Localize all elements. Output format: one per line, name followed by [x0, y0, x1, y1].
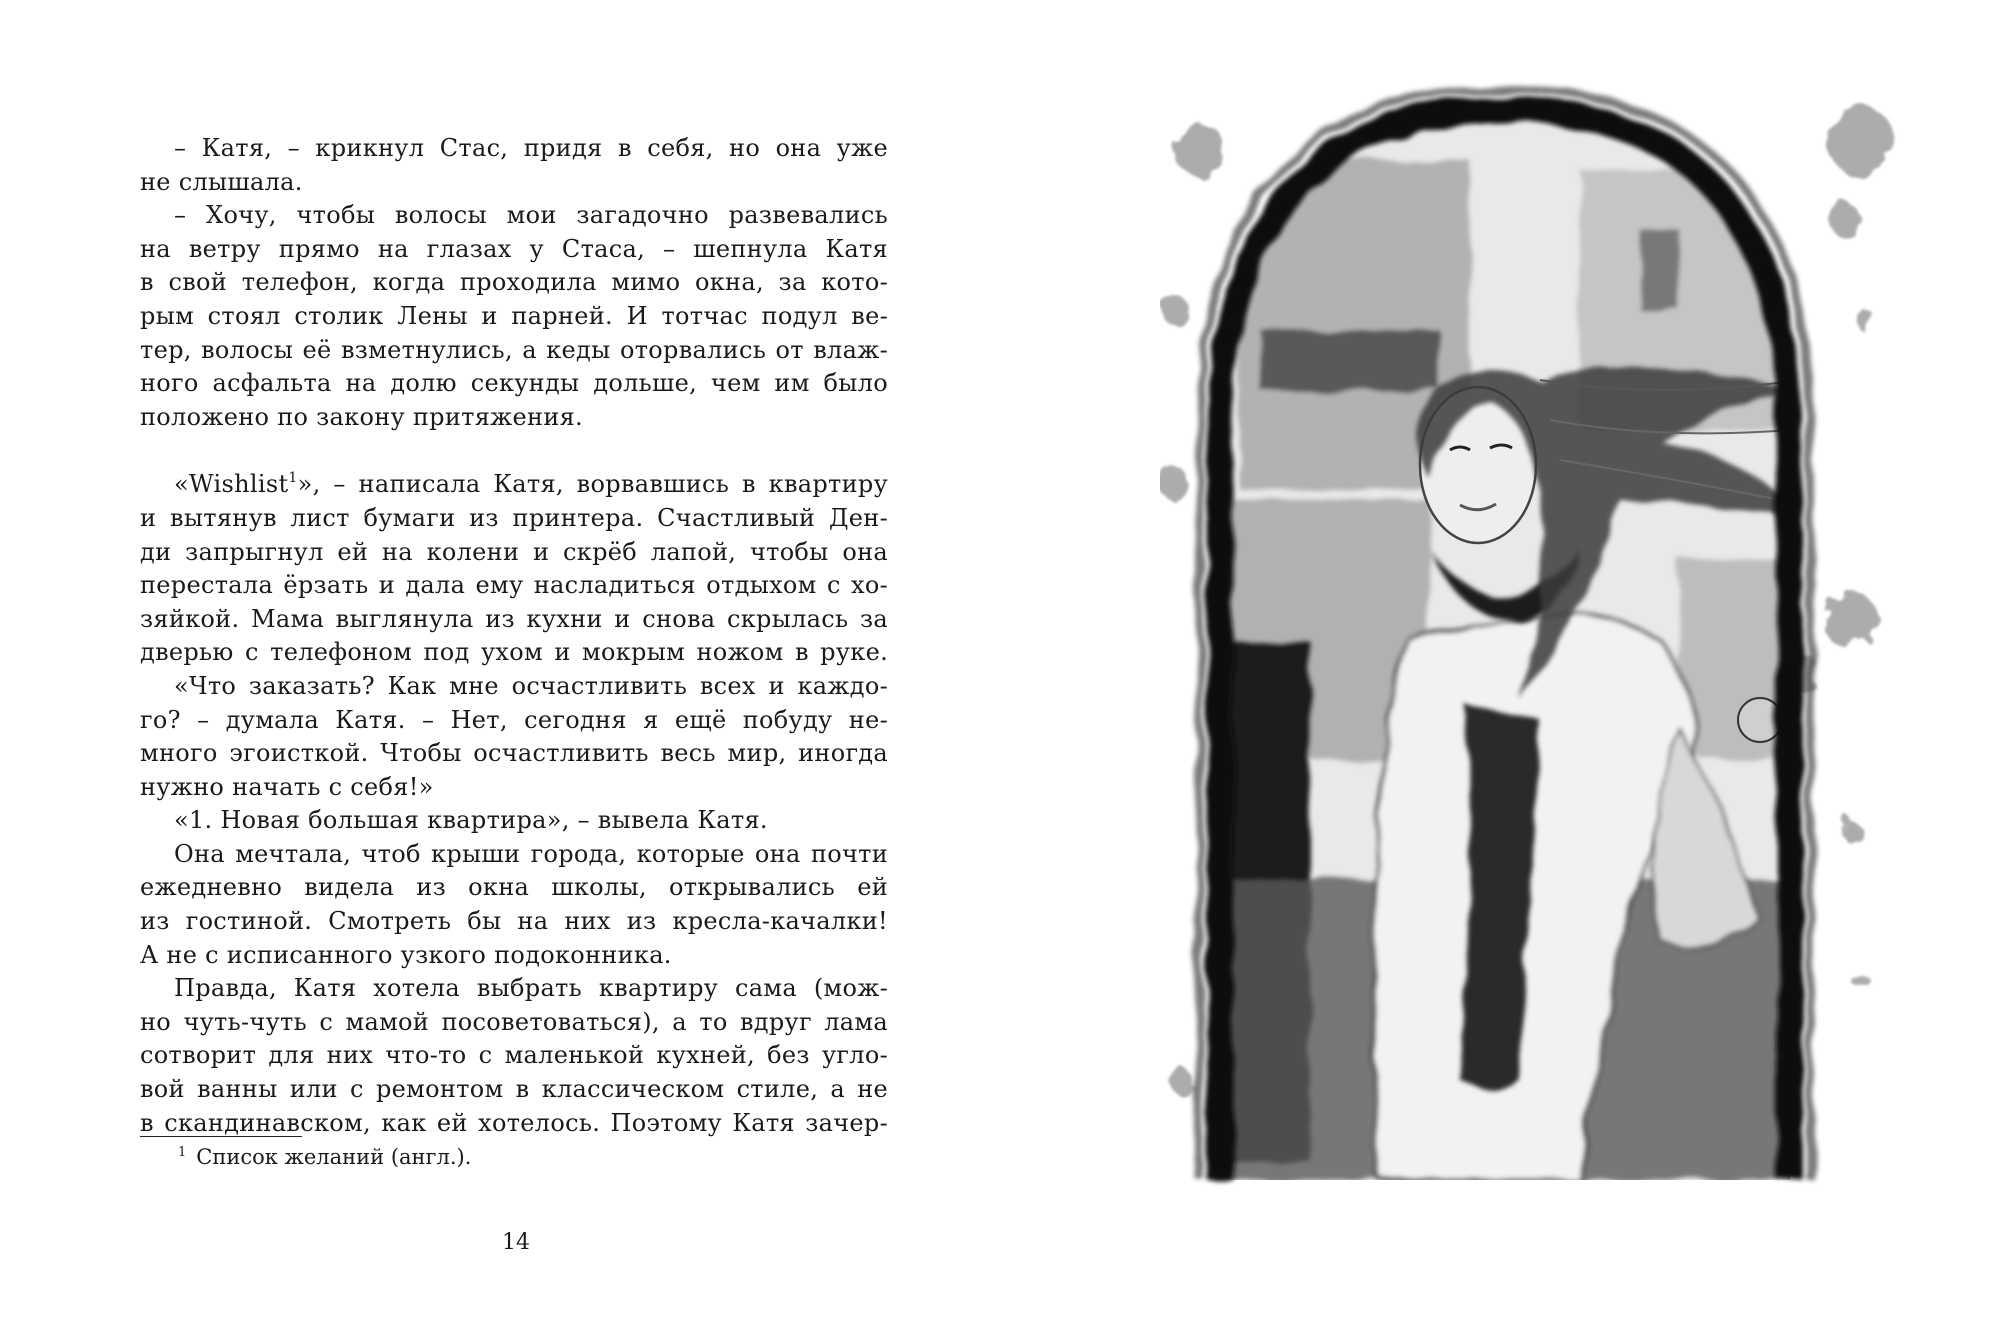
wishlist-rest: », – написала Катя, ворвавшись в квартиру — [297, 470, 888, 499]
text-line: нужно начать с себя!» — [140, 772, 434, 801]
watercolor-illustration — [1160, 80, 1900, 1260]
text-line: тер, волосы её взметнулись, а кеды оторвались от влаж- — [140, 335, 888, 364]
text-line: на ветру прямо на глазах у Стаса, – шепнула Катя — [140, 234, 888, 263]
toy-on-bag — [1738, 698, 1782, 742]
text-line: «Что заказать? Как мне осчастливить всех и каждо- — [174, 671, 888, 700]
footnote-ref[interactable]: 1 — [288, 470, 298, 487]
text-line: Правда, Катя хотела выбрать квартиру сама (мож- — [174, 974, 888, 1003]
text-line: зяйкой. Мама выглянула из кухни и снова скрылась за — [140, 604, 888, 633]
wishlist-open: «Wishlist — [174, 470, 289, 499]
text-line: много эгоисткой. Чтобы осчастливить весь мир, иногда — [140, 739, 888, 768]
text-line: ди запрыгнул ей на колени и скрёб лапой, чтобы она — [140, 537, 888, 566]
text-line: «1. Новая большая квартира», – вывела Катя. — [174, 806, 768, 835]
text-line: ного асфальта на долю секунды дольше, чем им было — [140, 369, 888, 398]
footnote — [178, 1142, 471, 1172]
footnote-divider — [140, 1136, 302, 1137]
text-line: в скандинавском, как ей хотелось. Поэтому Катя зачер- — [140, 1108, 888, 1137]
text-line: вой ванны или с ремонтом в классическом стиле, а не — [140, 1075, 888, 1104]
text-line: перестала ёрзать и дала ему насладиться отдыхом с хо- — [140, 571, 888, 600]
text-line: не слышала. — [140, 167, 303, 196]
text-line: ежедневно видела из окна школы, открывались ей — [140, 873, 888, 902]
text-line: – Катя, – крикнул Стас, придя в себя, но она уже — [174, 134, 888, 162]
text-line: А не с исписанного узкого подоконника. — [140, 940, 672, 969]
text-line: положено по закону притяжения. — [140, 402, 583, 431]
text-line-wishlist — [140, 468, 888, 502]
text-line: сотворит для них что-то с маленькой кухней, без угло- — [140, 1041, 888, 1070]
text-line: из гостиной. Смотреть бы на них из кресла-качалки! — [140, 907, 888, 936]
text-line: Она мечтала, чтоб крыши города, которые она почти — [174, 839, 888, 868]
footnote-mark: 1 — [178, 1145, 187, 1160]
text-line: дверью с телефоном под ухом и мокрым ножом в руке. — [140, 638, 888, 667]
paragraph-gap — [140, 434, 888, 468]
illustration — [1160, 80, 1900, 1260]
text-line: го? – думала Катя. – Нет, сегодня я ещё побуду не- — [140, 705, 888, 734]
text-line: – Хочу, чтобы волосы мои загадочно развевались — [174, 201, 888, 230]
page-number: 14 — [502, 1230, 530, 1255]
text-line: но чуть-чуть с мамой посоветоваться), а то вдруг лама — [140, 1007, 888, 1036]
text-line: в свой телефон, когда проходила мимо окна, за кото- — [140, 268, 888, 297]
body-text — [140, 132, 888, 1140]
text-line: рым стоял столик Лены и парней. И тотчас подул ве- — [140, 301, 888, 330]
footnote-text: Список желаний (англ.). — [196, 1145, 472, 1169]
text-line: и вытянув лист бумаги из принтера. Счастливый Ден- — [140, 503, 888, 532]
